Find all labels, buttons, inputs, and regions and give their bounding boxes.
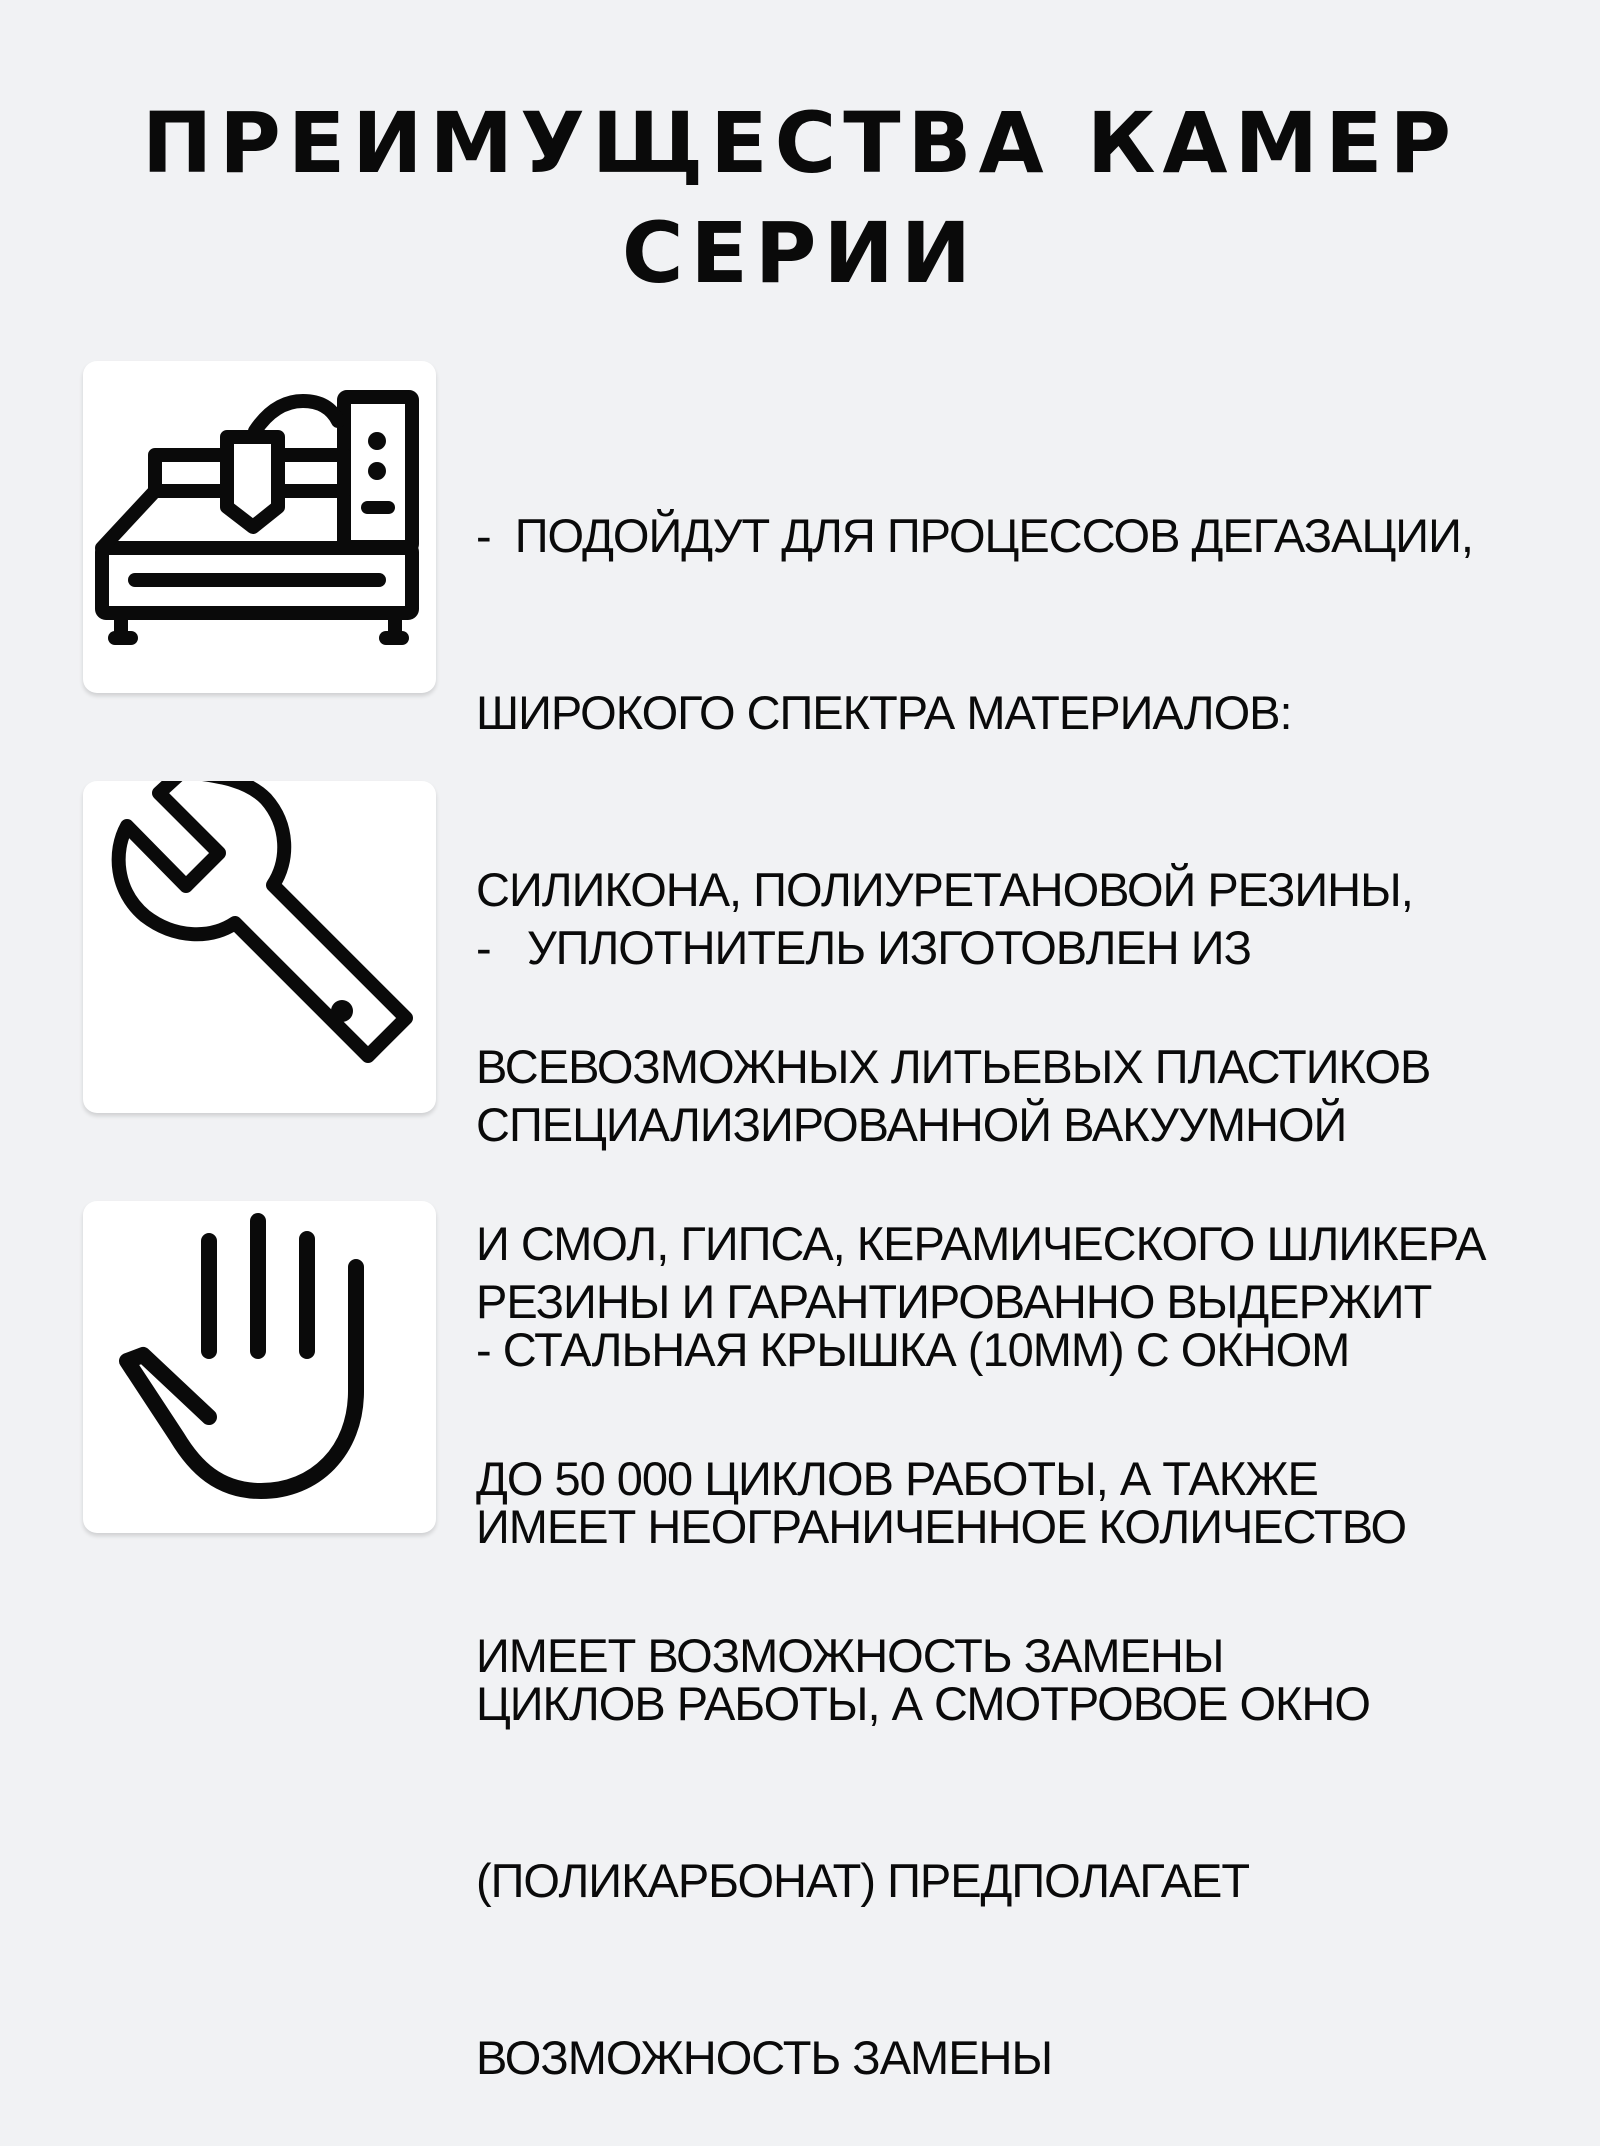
feature-2-line-5: ИМЕЕТ ВОЗМОЖНОСТЬ ЗАМЕНЫ xyxy=(476,1629,1224,1682)
feature-2-line-1: - УПЛОТНИТЕЛЬ ИЗГОТОВЛЕН ИЗ xyxy=(476,921,1251,974)
feature-2-line-2: СПЕЦИАЛИЗИРОВАННОЙ ВАКУУМНОЙ xyxy=(476,1098,1347,1151)
feature-3-line-5: ВОЗМОЖНОСТЬ ЗАМЕНЫ xyxy=(476,2031,1053,2084)
feature-3-line-4: (ПОЛИКАРБОНАТ) ПРЕДПОЛАГАЕТ xyxy=(476,1854,1250,1907)
cnc-machine-icon xyxy=(83,361,436,693)
wrench-icon xyxy=(83,781,436,1113)
feature-1-line-1: - ПОДОЙДУТ ДЛЯ ПРОЦЕССОВ ДЕГАЗАЦИИ, xyxy=(476,509,1473,562)
feature-1-line-2: ШИРОКОГО СПЕКТРА МАТЕРИАЛОВ: xyxy=(476,686,1292,739)
feature-description-3 xyxy=(476,1202,1596,2146)
feature-1-line-4: ВСЕВОЗМОЖНЫХ ЛИТЬЕВЫХ ПЛАСТИКОВ xyxy=(476,1040,1431,1093)
feature-icon-card-3 xyxy=(83,1201,436,1533)
feature-icon-card-1 xyxy=(83,361,436,693)
hand-icon xyxy=(83,1201,436,1533)
feature-3-line-1: - СТАЛЬНАЯ КРЫШКА (10ММ) С ОКНОМ xyxy=(476,1323,1350,1376)
feature-3-line-2: ИМЕЕТ НЕОГРАНИЧЕННОЕ КОЛИЧЕСТВО xyxy=(476,1500,1407,1553)
feature-1-line-3: СИЛИКОНА, ПОЛИУРЕТАНОВОЙ РЕЗИНЫ, xyxy=(476,863,1413,916)
feature-1-line-5: И СМОЛ, ГИПСА, КЕРАМИЧЕСКОГО ШЛИКЕРА xyxy=(476,1217,1486,1270)
feature-2-line-4: ДО 50 000 ЦИКЛОВ РАБОТЫ, А ТАКЖЕ xyxy=(476,1452,1318,1505)
page-title xyxy=(0,88,1600,308)
page-title-line-2: СЕРИИ xyxy=(621,204,979,302)
feature-3-line-3: ЦИКЛОВ РАБОТЫ, А СМОТРОВОЕ ОКНО xyxy=(476,1677,1370,1730)
feature-icon-card-2 xyxy=(83,781,436,1113)
feature-2-line-3: РЕЗИНЫ И ГАРАНТИРОВАННО ВЫДЕРЖИТ xyxy=(476,1275,1432,1328)
page-title-line-1: ПРЕИМУЩЕСТВА КАМЕР xyxy=(141,94,1459,192)
